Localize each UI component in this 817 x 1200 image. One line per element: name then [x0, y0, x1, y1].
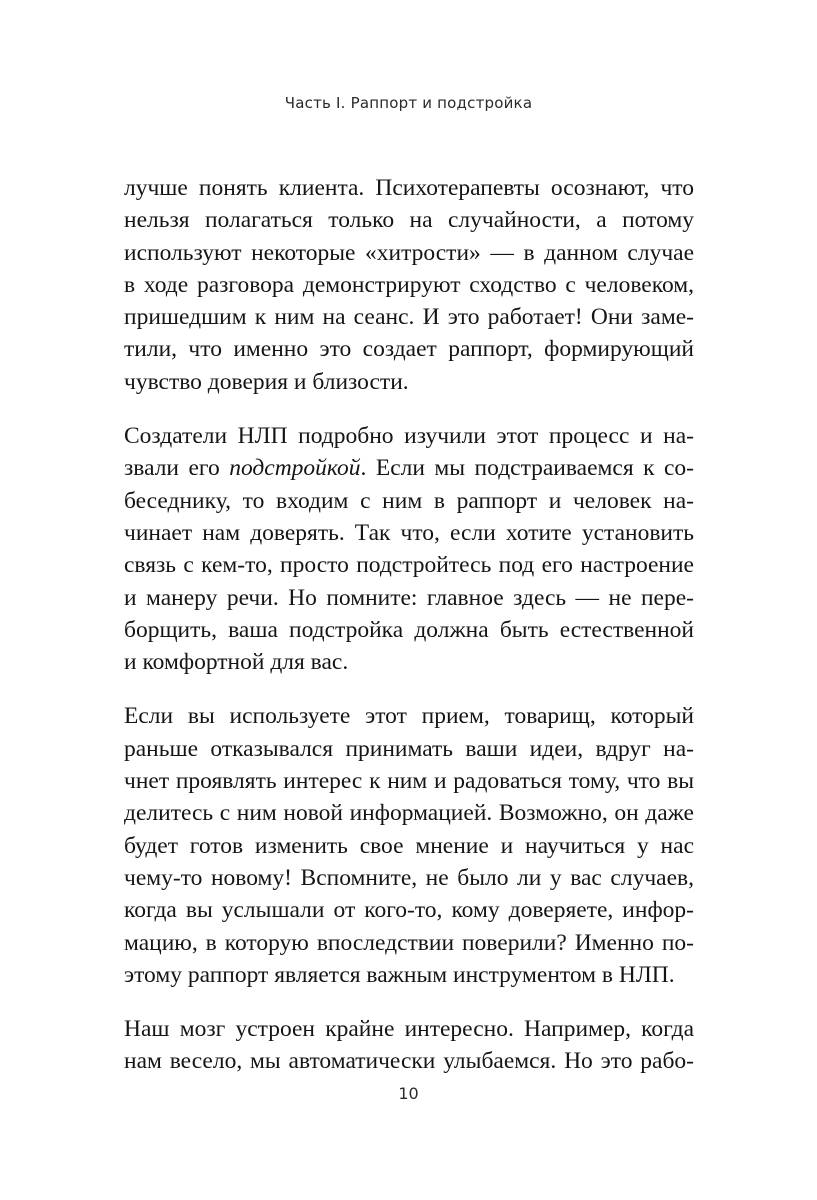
body-text: [124, 172, 694, 1100]
text-line: этому раппорт является важным инструментом в НЛП.: [124, 961, 675, 988]
text-line: нельзя полагаться только на случайности, а потому: [124, 207, 694, 234]
text-line: и манеру речи. Но помните: главное здесь — не пере-: [124, 584, 694, 611]
text-line: чнет проявлять интерес к ним и радоваться тому, что вы: [124, 768, 694, 795]
text-line: Если вы используете этот прием, товарищ, который: [124, 703, 694, 730]
text-line: беседнику, то входим с ним в раппорт и человек на-: [124, 487, 694, 514]
page-number: 10: [398, 1084, 419, 1103]
text-line: когда вы услышали от кого-то, кому доверяете, инфор-: [124, 897, 694, 924]
paragraph-1: [124, 172, 694, 398]
paragraph-2: [124, 420, 694, 678]
text-segment: звали его: [124, 455, 230, 482]
text-line: нам весело, мы автоматически улыбаемся. Но это рабо-: [124, 1048, 694, 1075]
text-line: раньше отказывался принимать ваши идеи, вдруг на-: [124, 735, 694, 762]
text-line: Наш мозг устроен крайне интересно. Например, когда: [124, 1016, 694, 1043]
text-line: и комфортной для вас.: [124, 649, 349, 676]
text-line: борщить, ваша подстройка должна быть естественной: [124, 616, 694, 643]
text-line: чему-то новому! Вспомните, не было ли у вас случаев,: [124, 864, 694, 891]
text-line: делитесь с ним новой информацией. Возможно, он даже: [124, 800, 694, 827]
text-line: используют некоторые «хитрости» — в данном случае: [124, 239, 694, 266]
text-line: тили, что именно это создает раппорт, формирующий: [124, 336, 694, 363]
running-header: Часть I. Раппорт и подстройка: [284, 94, 533, 112]
text-line: мацию, в которую впоследствии поверили? Именно по-: [124, 929, 694, 956]
text-segment: . Если мы подстраиваемся к со-: [360, 455, 695, 482]
text-line: в ходе разговора демонстрируют сходство с человеком,: [124, 271, 694, 298]
text-line: Создатели НЛП подробно изучили этот процесс и на-: [124, 423, 694, 450]
text-line: лучше понять клиента. Психотерапевты осознают, что: [124, 175, 694, 201]
italic-term: подстройкой: [229, 455, 361, 482]
text-line: пришедшим к ним на сеанс. И это работает! Они заме-: [124, 304, 694, 331]
paragraph-4: [124, 1013, 694, 1078]
text-line: будет готов изменить свое мнение и научиться у нас: [124, 832, 694, 859]
text-line-with-italic: [124, 452, 694, 484]
text-line: чувство доверия и близости.: [124, 368, 409, 395]
text-line: чинает нам доверять. Так что, если хотите установить: [124, 519, 694, 546]
text-line: связь с кем-то, просто подстройтесь под его настроение: [124, 552, 694, 579]
paragraph-3: [124, 700, 694, 991]
